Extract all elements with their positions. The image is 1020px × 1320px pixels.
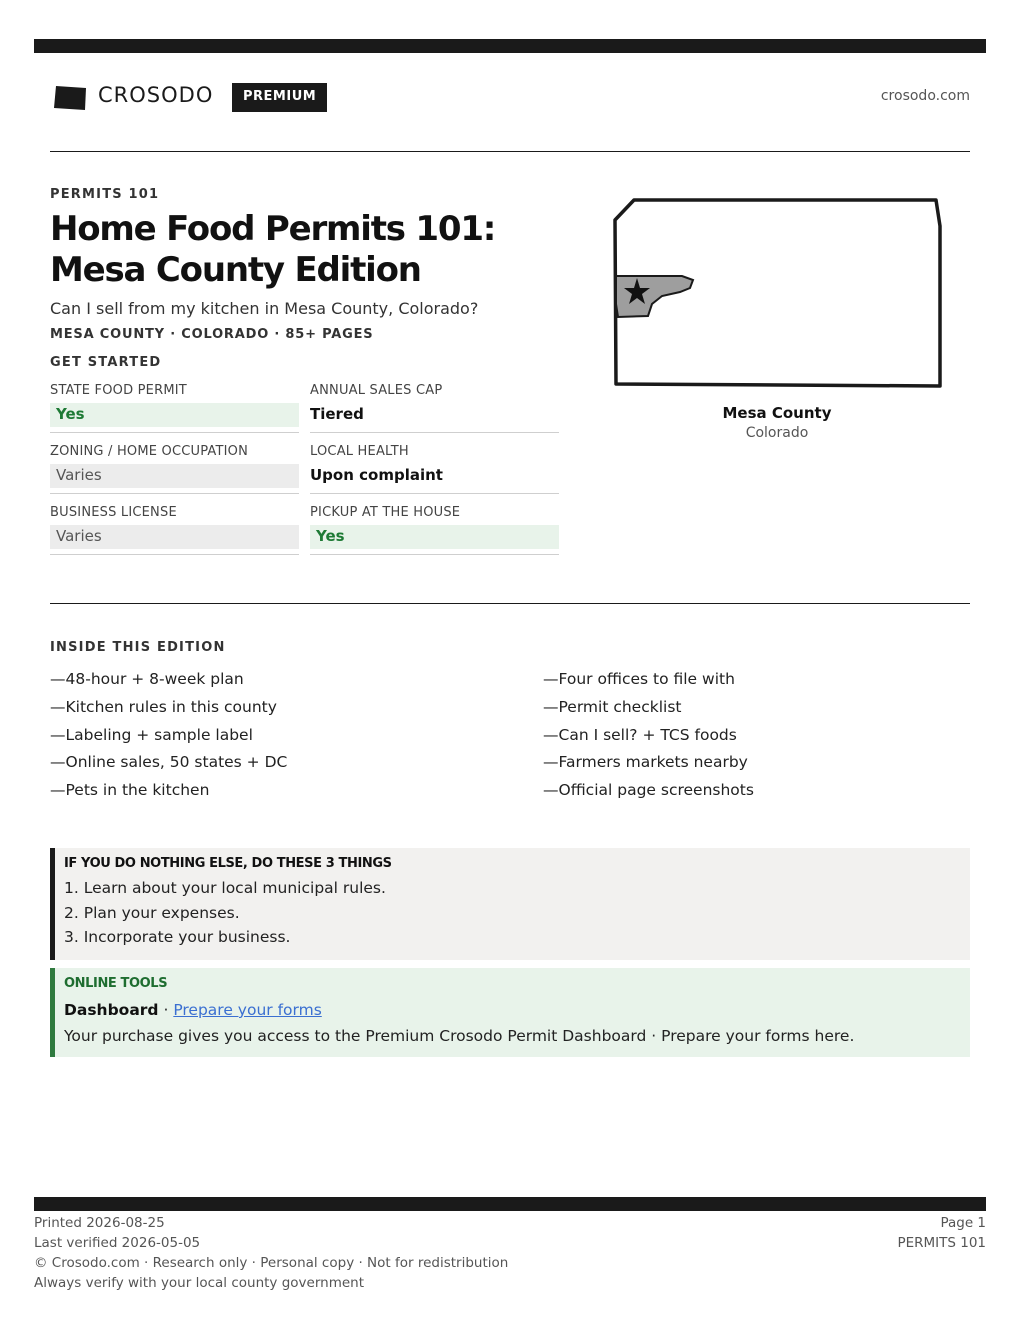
dashboard-label: Dashboard: [64, 1001, 159, 1019]
list-item: —Official page screenshots: [543, 781, 754, 800]
page-title: Home Food Permits 101: Mesa County Edition: [50, 209, 496, 290]
list-item: —Permit checklist: [543, 697, 682, 716]
county-locator-map: [610, 196, 946, 392]
premium-badge: PREMIUM: [232, 83, 327, 112]
fact-local-health: [310, 443, 559, 504]
callout-list: [64, 876, 970, 950]
fact-label: BUSINESS LICENSE: [50, 505, 177, 520]
list-item: 3. Incorporate your business.: [64, 928, 291, 946]
fact-label: LOCAL HEALTH: [310, 444, 409, 459]
fact-pickup-at-house: [310, 504, 559, 565]
list-item: —Can I sell? + TCS foods: [543, 725, 737, 744]
fact-label: PICKUP AT THE HOUSE: [310, 505, 461, 520]
fact-value: Upon complaint: [310, 466, 443, 484]
tools-title: ONLINE TOOLS: [64, 976, 168, 991]
online-tools-callout: [50, 968, 970, 1057]
verified-date: Last verified 2026-05-05: [34, 1235, 201, 1251]
list-item: —48-hour + 8-week plan: [50, 670, 244, 688]
verify-note: Always verify with your local county government: [34, 1275, 364, 1291]
fact-value: Yes: [310, 525, 559, 549]
list-item: —Labeling + sample label: [50, 725, 253, 744]
list-item: —Farmers markets nearby: [543, 753, 748, 772]
list-item: —Online sales, 50 states + DC: [50, 753, 288, 772]
list-item: —Four offices to file with: [543, 670, 735, 688]
fact-annual-sales-cap: [310, 382, 559, 443]
fact-value: Varies: [50, 525, 299, 549]
copyright: © Crosodo.com · Research only · Personal copy · Not for redistribution: [34, 1255, 509, 1271]
fact-divider: [310, 432, 559, 433]
list-item: —Pets in the kitchen: [50, 781, 210, 800]
edition-meta: MESA COUNTY · COLORADO · 85+ PAGES: [50, 327, 374, 342]
fact-value: Varies: [50, 464, 299, 488]
fact-state-food-permit: [50, 382, 299, 443]
list-item: —Kitchen rules in this county: [50, 697, 277, 716]
brand-name: CROSODO: [98, 83, 214, 107]
fact-label: STATE FOOD PERMIT: [50, 383, 187, 398]
fact-zoning: [50, 443, 299, 504]
fact-business-license: [50, 504, 299, 565]
printed-date: Printed 2026-08-25: [34, 1215, 165, 1231]
prepare-forms-link[interactable]: Prepare your forms: [173, 1001, 322, 1019]
fact-value: Tiered: [310, 405, 364, 423]
bottom-rule-bar: [34, 1197, 986, 1211]
quick-facts-grid: [50, 382, 559, 565]
contents-list-right: [543, 666, 754, 805]
callout-title: IF YOU DO NOTHING ELSE, DO THESE 3 THINGS: [64, 856, 392, 871]
fact-divider: [50, 493, 299, 494]
footer-right: [897, 1213, 986, 1253]
section-name: PERMITS 101: [897, 1235, 986, 1251]
fact-divider: [310, 554, 559, 555]
top-rule-bar: [34, 39, 986, 53]
fact-divider: [50, 432, 299, 433]
map-county-label: Mesa County: [722, 404, 832, 422]
footer-left: [34, 1213, 508, 1293]
tools-description: Your purchase gives you access to the Premium Crosodo Permit Dashboard · Prepare your forms here.: [64, 1027, 855, 1045]
fact-divider: [50, 554, 299, 555]
fact-label: ANNUAL SALES CAP: [310, 383, 443, 398]
tools-links: [64, 997, 970, 1023]
inside-edition-label: INSIDE THIS EDITION: [50, 640, 226, 655]
list-item: 1. Learn about your local municipal rules.: [64, 879, 386, 897]
colorado-state-mark-icon: [54, 84, 86, 110]
list-item: 2. Plan your expenses.: [64, 903, 240, 922]
contents-list-left: [50, 666, 287, 805]
fact-divider: [310, 493, 559, 494]
subtitle: Can I sell from my kitchen in Mesa County, Colorado?: [50, 299, 479, 318]
eyebrow: PERMITS 101: [50, 187, 160, 202]
header-divider: [50, 151, 970, 152]
separator: ·: [158, 1001, 174, 1019]
section-divider: [50, 603, 970, 604]
site-url[interactable]: crosodo.com: [880, 88, 970, 104]
map-state-label: Colorado: [745, 425, 809, 441]
page-number: Page 1: [940, 1215, 986, 1231]
fact-value: Yes: [50, 403, 299, 427]
header: [50, 80, 970, 114]
top-three-callout: [50, 848, 970, 960]
fact-label: ZONING / HOME OCCUPATION: [50, 444, 249, 459]
get-started-label: GET STARTED: [50, 355, 162, 370]
